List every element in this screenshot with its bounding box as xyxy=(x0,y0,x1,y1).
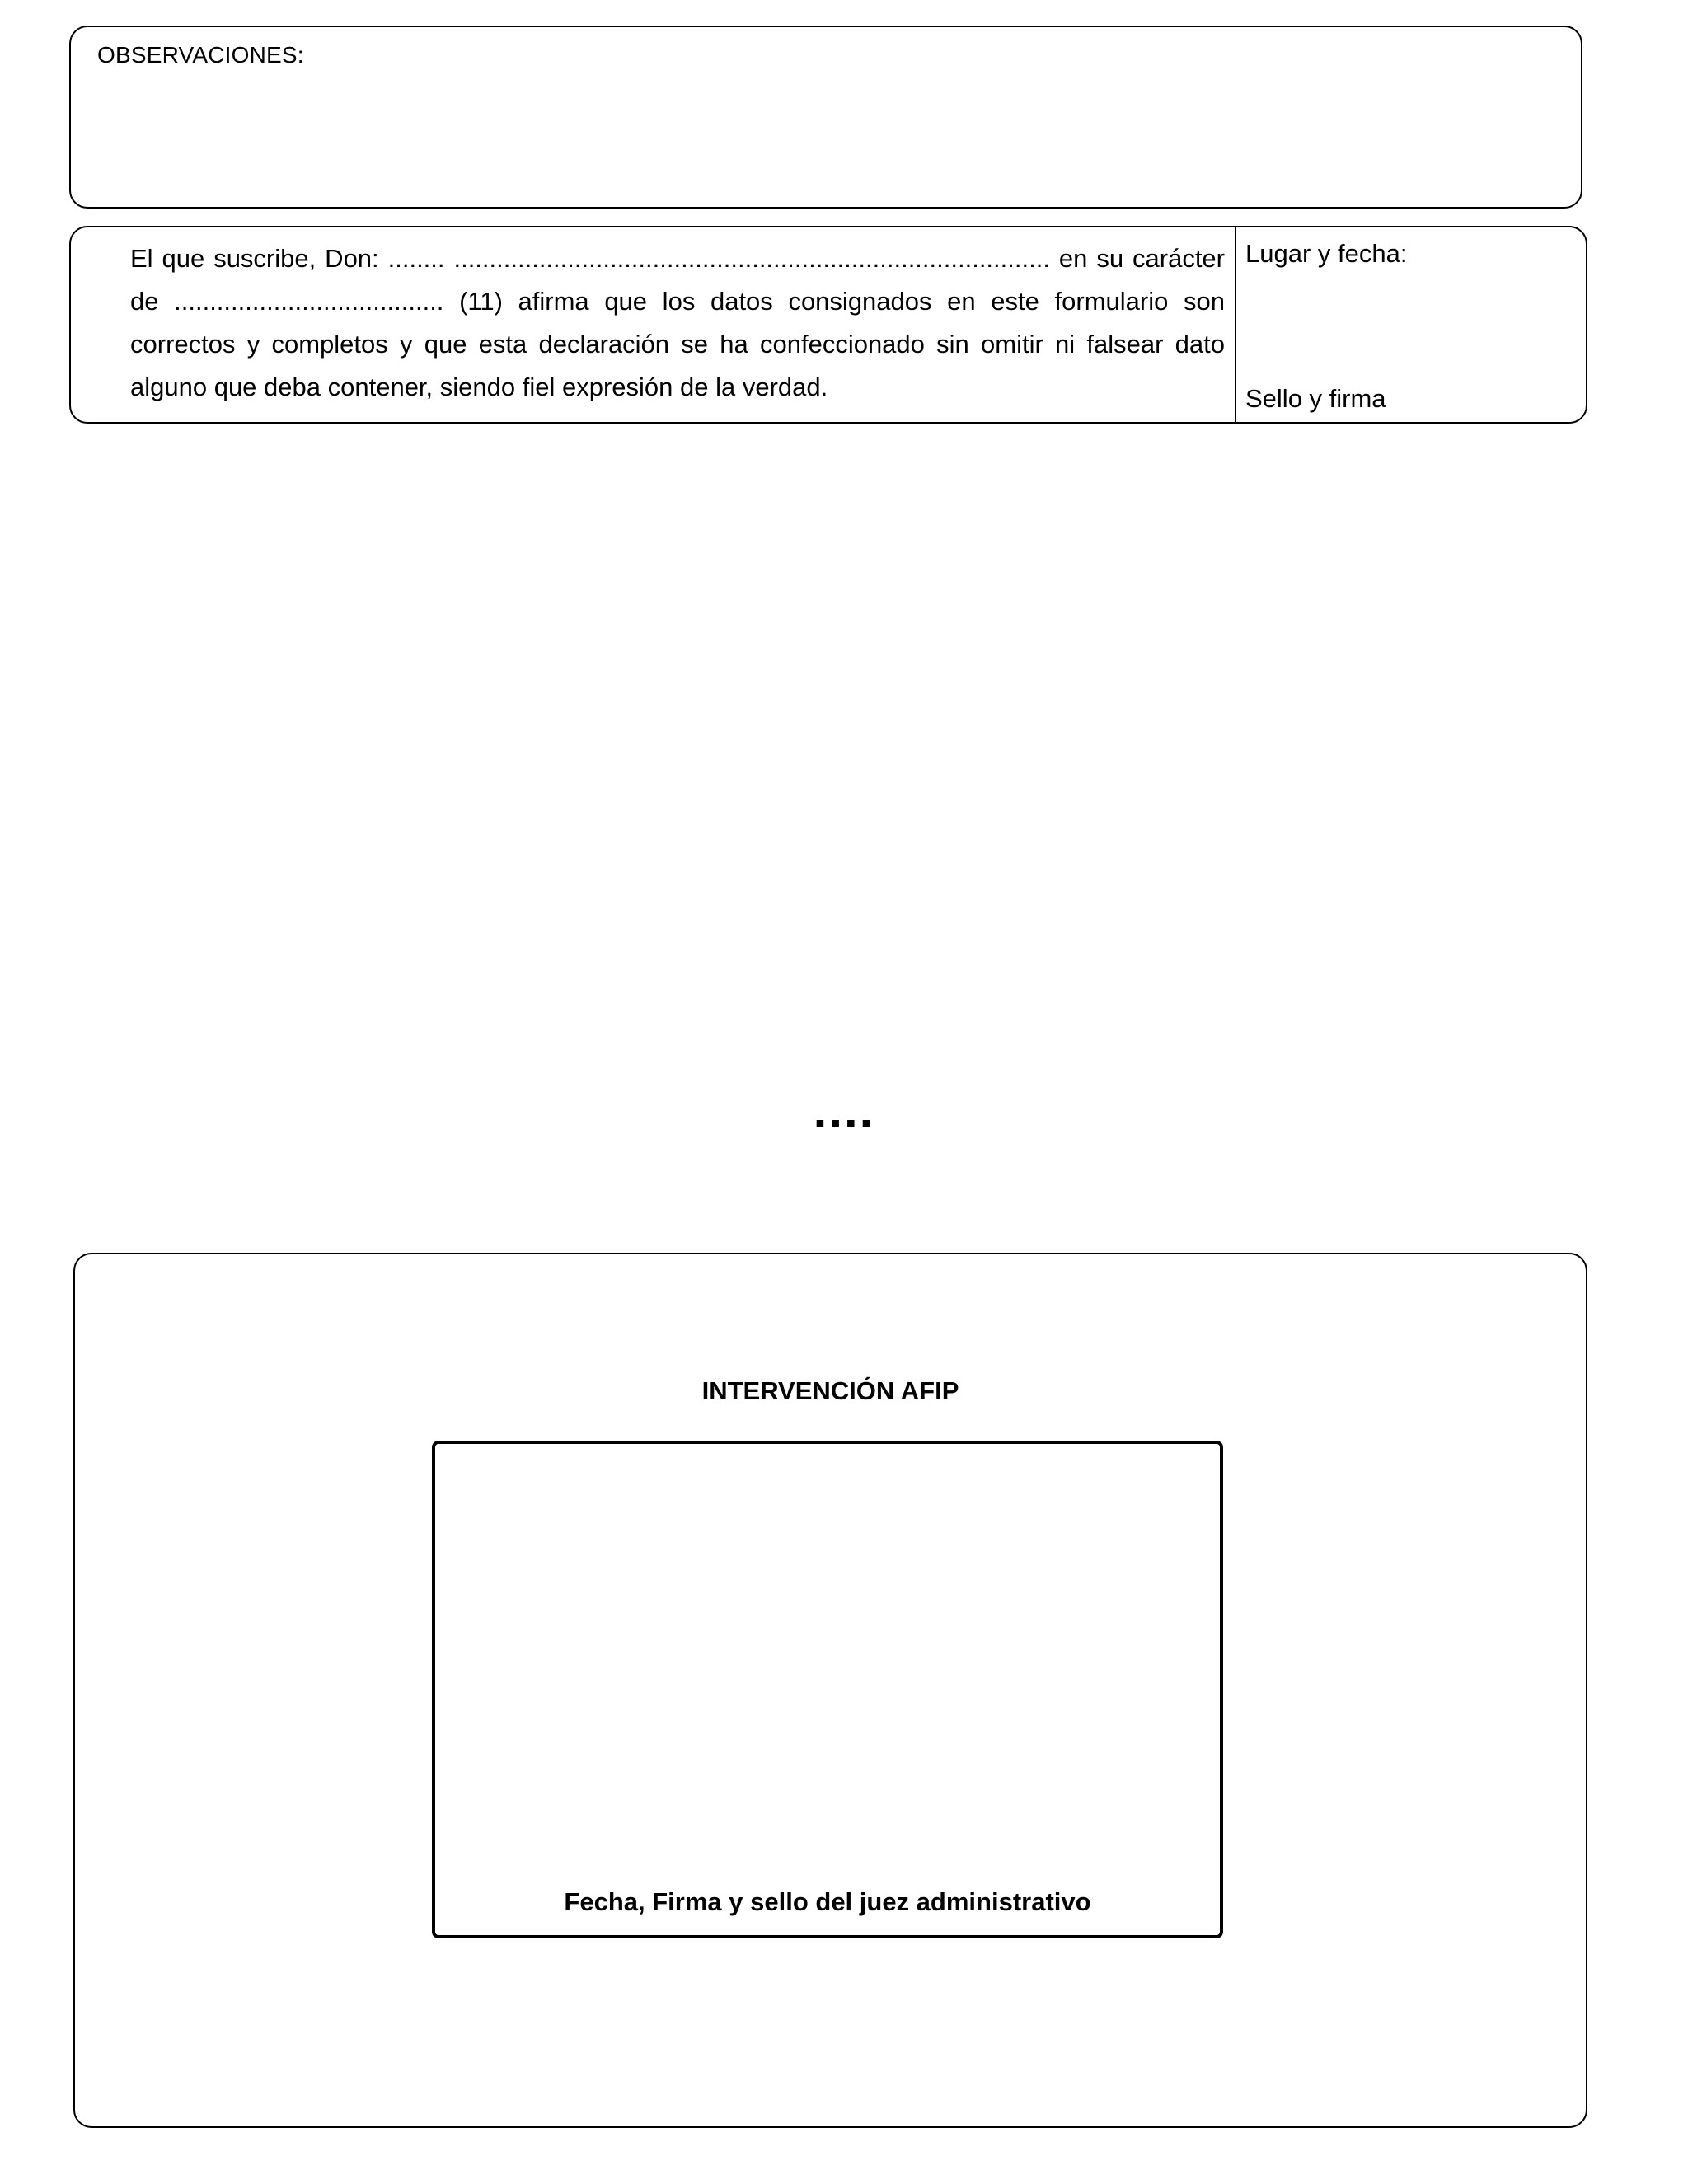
observations-label: OBSERVACIONES: xyxy=(97,42,304,68)
place-date-label: Lugar y fecha: xyxy=(1245,239,1408,268)
judge-signature-box xyxy=(432,1441,1223,1938)
stamp-signature-label: Sello y firma xyxy=(1245,384,1386,413)
declaration-divider xyxy=(1235,227,1236,422)
judge-signature-label: Fecha, Firma y sello del juez administrativo xyxy=(564,1887,1091,1916)
afip-intervention-box xyxy=(73,1253,1587,2128)
observations-box xyxy=(69,26,1582,209)
section-separator: .... xyxy=(813,1083,875,1138)
afip-intervention-title: INTERVENCIÓN AFIP xyxy=(701,1376,959,1405)
declaration-box xyxy=(69,226,1587,424)
declaration-text: El que suscribe, Don: ........ .................................................................................... en su carácter de ...................................... (11) afirma que los datos consignados en este formulario son correctos y completos y que esta declaración se ha confeccionado sin omitir ni falsear dato alguno que deba contener, siendo fiel expresión de la verdad. xyxy=(130,244,1225,401)
